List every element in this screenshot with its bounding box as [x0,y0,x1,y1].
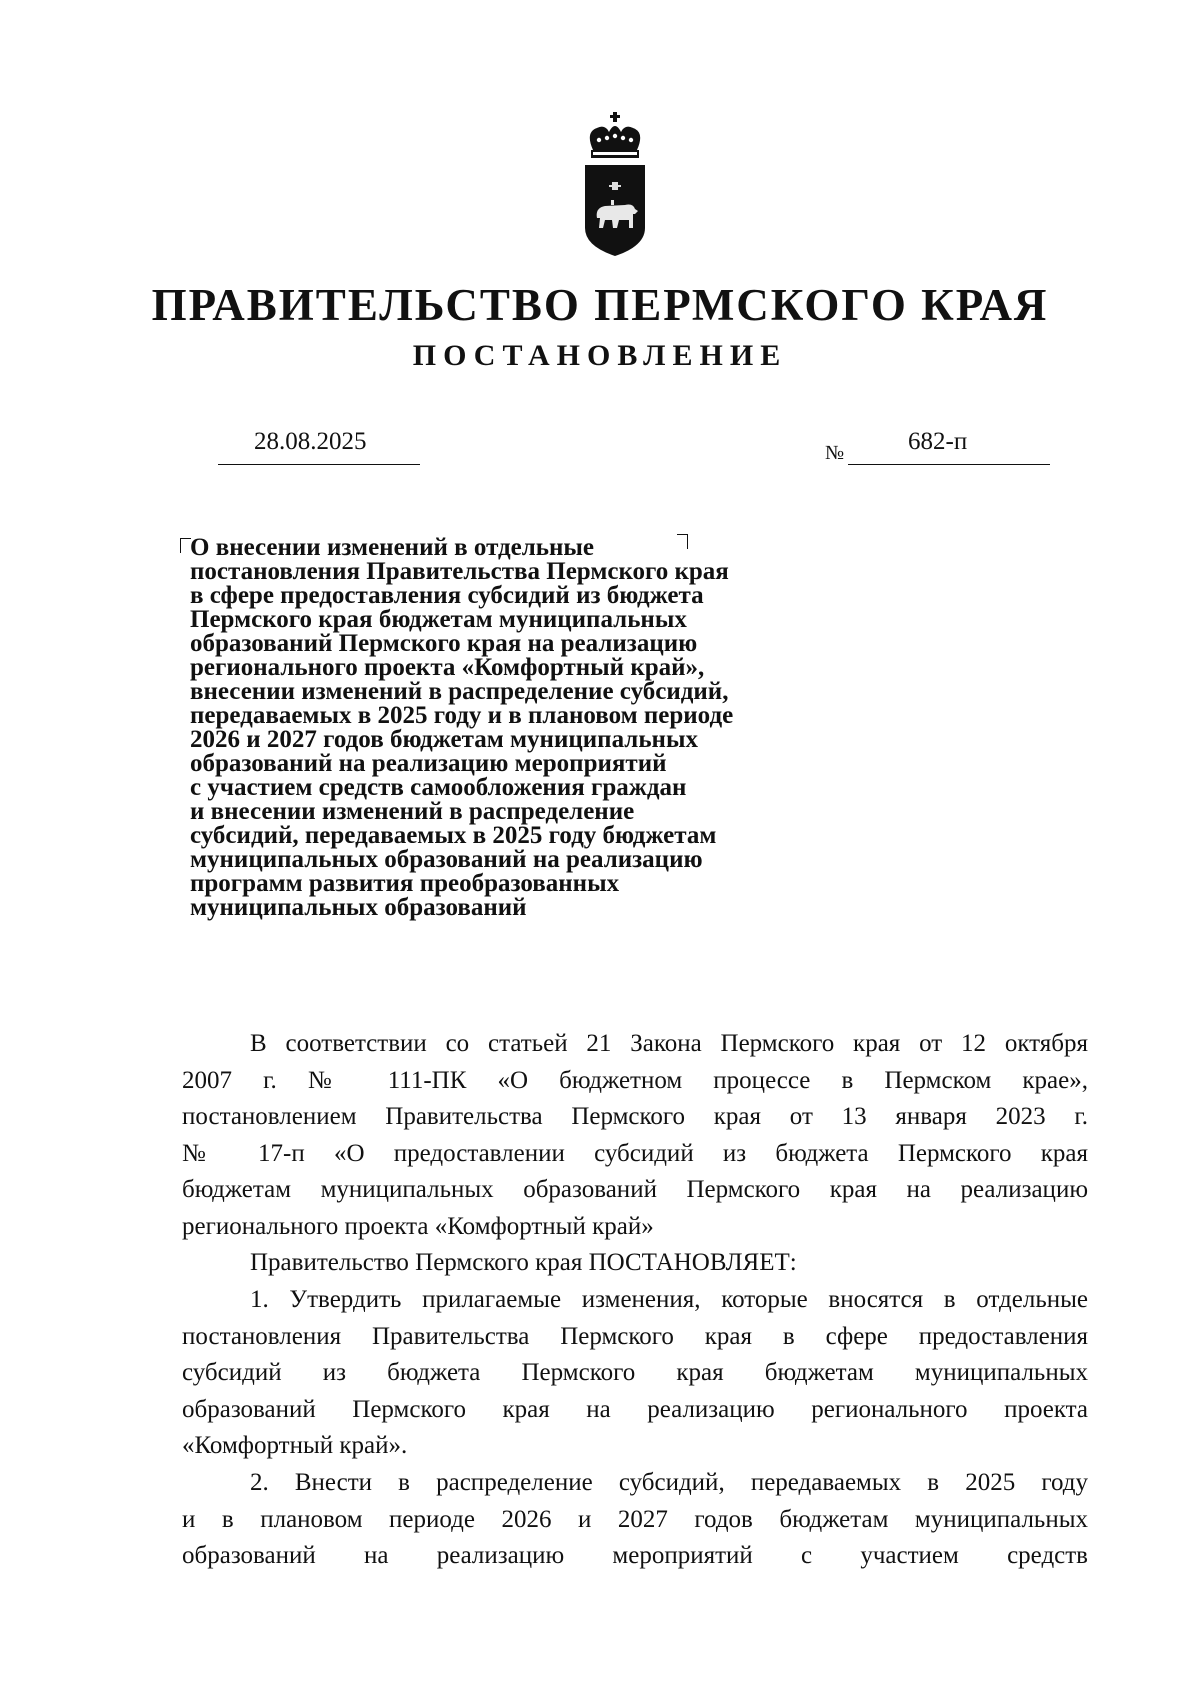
subject-line: муниципальных образований на реализацию [190,846,703,873]
item-1-line: образований Пермского края на реализацию регионального проекта [182,1395,1088,1423]
subject-line: Пермского края бюджетам муниципальных [190,606,687,633]
subject-line: в сфере предоставления субсидий из бюджета [190,582,704,609]
subject-line: внесении изменений в распределение субсидий, [190,678,729,705]
preamble-paragraph [182,1026,1088,1245]
document-number: 682-п [908,428,968,455]
preamble-line: бюджетам муниципальных образований Пермского края на реализацию [182,1176,1088,1203]
item-1-line: 1. Утвердить прилагаемые изменения, которые вносятся в отдельные [250,1286,1088,1313]
subject-line: образований на реализацию мероприятий [190,750,667,777]
number-sign: № [825,442,845,464]
subject-line: образований Пермского края на реализацию [190,630,698,657]
preamble-line: регионального проекта «Комфортный край» [182,1212,654,1240]
subject-line: программ развития преобразованных [190,870,620,897]
resolves-paragraph [182,1245,1088,1282]
subject-line: регионального проекта «Комфортный край», [190,654,705,681]
resolves-line: Правительство Пермского края ПОСТАНОВЛЯЕТ: [250,1249,797,1276]
subject-line: с участием средств самообложения граждан [190,774,687,801]
item-1-paragraph [182,1282,1088,1465]
preamble-line: В соответствии со статьей 21 Закона Пермского края от 12 октября [250,1030,1088,1057]
subject-line: О внесении изменений в отдельные [190,534,595,561]
item-1-line: «Комфортный край». [182,1432,408,1459]
resolution-subject [190,536,830,920]
subject-line: постановления Правительства Пермского края [190,558,729,585]
subject-line: 2026 и 2027 годов бюджетам муниципальных [190,726,698,753]
item-2-paragraph [182,1465,1088,1575]
item-1-line: постановления Правительства Пермского края в сфере предоставления [182,1322,1088,1350]
preamble-line: 2007 г. № 111-ПК «О бюджетном процессе в Пермском крае», [182,1066,1088,1094]
document-date: 28.08.2025 [254,428,367,455]
subject-line: передаваемых в 2025 году и в плановом периоде [190,702,734,729]
item-2-line: образований на реализацию мероприятий с участием средств [182,1542,1088,1569]
number-field [848,424,1050,465]
government-title: ПРАВИТЕЛЬСТВО ПЕРМСКОГО КРАЯ [151,280,1049,330]
preamble-line: постановлением Правительства Пермского края от 13 января 2023 г. [182,1103,1088,1130]
item-1-line: субсидий из бюджета Пермского края бюджетам муниципальных [182,1359,1088,1386]
date-field [218,424,420,465]
item-2-line: 2. Внести в распределение субсидий, передаваемых в 2025 году [250,1469,1088,1496]
document-type-title: ПОСТАНОВЛЕНИЕ [412,339,788,372]
subject-line: муниципальных образований [190,894,527,921]
subject-line: и внесении изменений в распределение [190,798,635,825]
subject-line: субсидий, передаваемых в 2025 году бюджетам [190,822,717,849]
preamble-line: № 17-п «О предоставлении субсидий из бюджета Пермского края [182,1139,1088,1167]
item-2-line: и в плановом периоде 2026 и 2027 годов бюджетам муниципальных [182,1505,1088,1533]
coat-of-arms-emblem [575,110,655,260]
